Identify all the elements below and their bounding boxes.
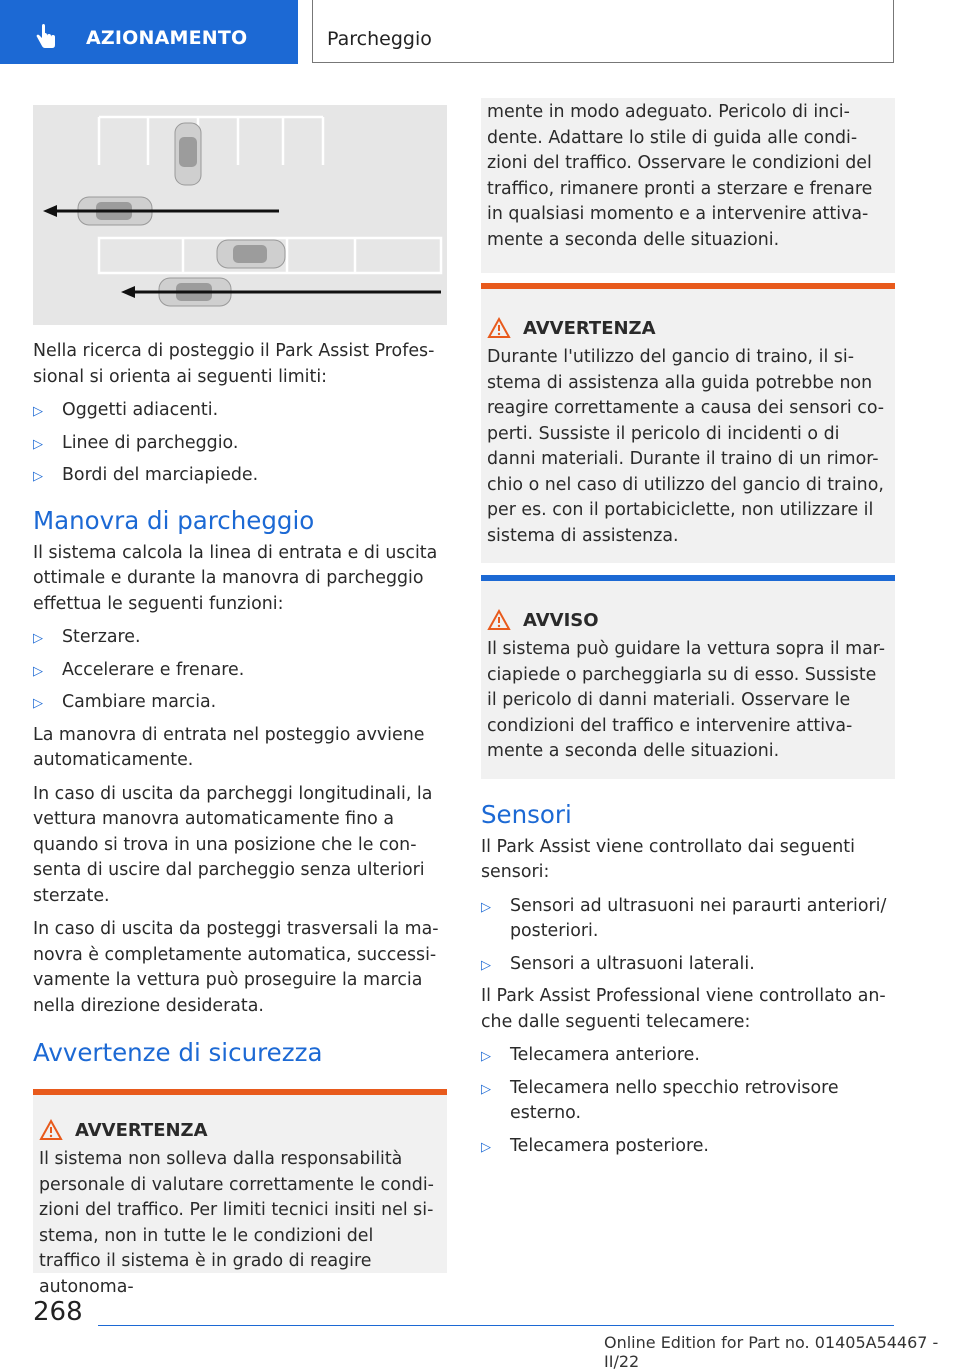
list-item: ▷ Oggetti adiacenti. [33,398,447,424]
section-label: AZIONAMENTO [86,27,248,49]
page-title-box [312,0,894,63]
functions-list [33,625,447,716]
triangle-bullet-icon: ▷ [33,631,43,646]
triangle-bullet-icon: ▷ [33,663,43,679]
list-item: ▷ Sterzare. [33,625,447,651]
triangle-bullet-icon: ▷ [33,436,43,452]
notice-text: Il sistema può guidare la vettura sopra il mar-ciapiede o parcheggiarla su di esso. Sussiste il pericolo di danni materiali. Osservare le condizioni del traffico e intervenire attiva-mente a seconda delle situazioni. [487,639,886,761]
list-item: ▷ Cambiare marcia. [33,690,447,716]
triangle-bullet-icon: ▷ [481,1081,491,1097]
list-item: ▷ Linee di parcheggio. [33,431,447,457]
warning-triangle-icon [39,1119,63,1141]
triangle-bullet-icon: ▷ [33,404,43,419]
triangle-bullet-icon: ▷ [481,899,491,915]
hand-pointer-icon [34,24,58,50]
warning-box [481,283,895,563]
triangle-bullet-icon: ▷ [33,469,43,484]
list-item: ▷ Sensori ad ultrasuoni nei paraurti anteriori/ posteriori. [481,895,887,941]
section-tab [0,0,298,64]
list-item: ▷ Telecamera anteriore. [481,1043,895,1069]
limits-list [33,398,447,489]
maneuver-intro: Il sistema calcola la linea di entrata e di uscita ottimale e durante la manovra di parcheggio effettua le seguenti funzioni: [33,542,438,614]
triangle-bullet-icon: ▷ [481,1049,491,1064]
list-item: ▷ Telecamera posteriore. [481,1134,895,1160]
page-number: 268 [33,1297,83,1327]
warning-text: mente in modo adeguato. Pericolo di inci-dente. Adattare lo stile di guida alle condi-zioni del traffico. Osservare le condizioni del traffico, rimanere pronti a sterzare e frenare in qualsiasi momento e a intervenire attiva-mente a seconda delle situazioni. [487,102,873,250]
intro-text: Nella ricerca di posteggio il Park Assist Profes-sional si orienta ai seguenti limiti: [33,341,435,387]
notice-box [481,575,895,779]
heading-safety: Avvertenze di sicurezza [33,1038,323,1067]
heading-maneuver: Manovra di parcheggio [33,505,315,535]
left-column [33,105,447,1297]
notice-title: AVVISO [523,609,599,631]
cameras-list [481,1043,895,1159]
warning-text: Il sistema non solleva dalla responsabilità personale di valutare correttamente le condi-zioni del traffico. Per limiti tecnici insiti nel si-stema, non in tutte le le condizioni del traffico il sistema è in grado di reagire autonoma- [39,1149,434,1297]
triangle-bullet-icon: ▷ [481,1139,491,1155]
paragraph: In caso di uscita da posteggi trasversali la ma-novra è completamente automatica, successi-vamente la vettura può proseguire la marcia nella direzione desiderata. [33,919,439,1016]
warning-title: AVVERTENZA [523,317,656,339]
list-item: ▷ Sensori a ultrasuoni laterali. [481,952,895,978]
paragraph: La manovra di entrata nel posteggio avviene automaticamente. [33,724,425,770]
footer-divider [98,1325,894,1326]
list-item: ▷ Accelerare e frenare. [33,658,447,684]
triangle-bullet-icon: ▷ [481,957,491,973]
parking-illustration [33,105,447,325]
warning-triangle-icon [487,317,511,339]
list-item: ▷ Telecamera nello specchio retrovisore esterno. [481,1077,839,1123]
page-title: Parcheggio [327,28,432,50]
list-item: ▷ Bordi del marciapiede. [33,463,447,489]
warning-box [33,1089,447,1297]
heading-sensors: Sensori [481,799,572,829]
cameras-intro: Il Park Assist Professional viene controllato an-che dalle seguenti telecamere: [481,986,886,1032]
triangle-bullet-icon: ▷ [33,696,43,711]
sensors-intro: Il Park Assist viene controllato dai seguenti sensori: [481,836,855,882]
right-column [481,98,895,1166]
footer-edition: Online Edition for Part no. 01405A54467 - II/22 [604,1333,939,1371]
sensors-list [481,894,895,978]
paragraph: In caso di uscita da parcheggi longitudinali, la vettura manovra automaticamente fino a quando si trova in una posizione che le con-senta di uscire dal parcheggio senza ulteriori sterzate. [33,783,433,906]
warning-continuation [481,98,895,273]
warning-title: AVVERTENZA [75,1119,208,1141]
warning-triangle-icon [487,609,511,631]
warning-text: Durante l'utilizzo del gancio di traino, il si-stema di assistenza alla guida potrebbe non reagire correttamente a causa dei sensori co-perti. Sussiste il pericolo di incidenti o di danni materiali. Durante il traino di un rimor-chio o nel caso di utilizzo del gancio di traino, per es. con il portabiciclette, non utilizzare il sistema di assistenza. [487,347,885,546]
